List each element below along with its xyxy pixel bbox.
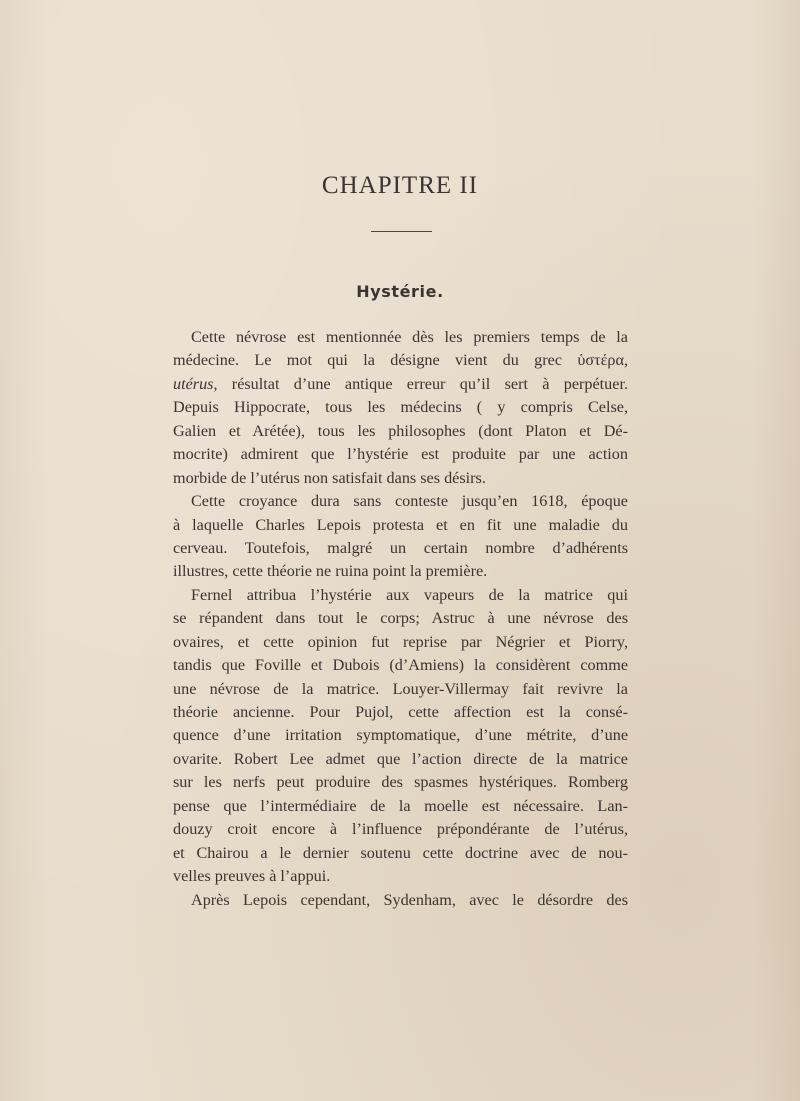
text-line: illustres, cette théorie ne ruina point la première. [173, 562, 488, 581]
text-line: médecine. Le mot qui la désigne vient du grec ὑστέρα, [173, 351, 628, 370]
text-line: tandis que Foville et Dubois (d’Amiens) la considèrent comme [173, 656, 628, 675]
text-line: ovarite. Robert Lee admet que l’action directe de la matrice [173, 749, 628, 768]
text-line: se répandent dans tout le corps; Astruc à une névrose des [173, 609, 628, 628]
text-line: théorie ancienne. Pour Pujol, cette affection est la consé- [173, 703, 628, 721]
text-line: Fernel attribua l’hystérie aux vapeurs de la matrice qui [191, 585, 628, 604]
text-line: et Chairou a le dernier soutenu cette doctrine avec de nou- [173, 843, 628, 862]
text-line: une névrose de la matrice. Louyer-Villermay fait revivre la [173, 679, 628, 698]
text-line: à laquelle Charles Lepois protesta et en fit une maladie du [173, 515, 628, 534]
text-line: pense que l’intermédiaire de la moelle est nécessaire. Lan- [173, 796, 628, 815]
text-line: quence d’une irritation symptomatique, d’une métrite, d’une [173, 726, 628, 745]
text-line: sur les nerfs peut produire des spasmes hystériques. Romberg [173, 773, 628, 792]
text-line: douzy croit encore à l’influence prépondérante de l’utérus, [173, 820, 628, 839]
text-line: morbide de l’utérus non satisfait dans ses désirs. [173, 468, 486, 487]
text-line: cerveau. Toutefois, malgré un certain nombre d’adhérents [173, 538, 628, 557]
text-line: Cette névrose est mentionnée dès les premiers temps de la [191, 328, 628, 346]
chapter-title: CHAPITRE II [321, 172, 479, 199]
text-line: velles preuves à l’appui. [173, 867, 331, 886]
text-line: Galien et Arétée), tous les philosophes (dont Platon et Dé- [173, 421, 628, 440]
body-text [173, 326, 628, 912]
text-line: Après Lepois cependant, Sydenham, avec le désordre des [191, 890, 628, 909]
section-title: Hystérie. [356, 282, 444, 301]
title-divider [371, 231, 432, 232]
text-line: utérus, résultat d’une antique erreur qu’il sert à perpétuer. [173, 374, 628, 393]
italic-word: utérus [173, 374, 214, 393]
text-line: mocrite) admirent que l’hystérie est produite par une action [173, 445, 628, 464]
text-line: ovaires, et cette opinion fut reprise par Négrier et Piorry, [173, 632, 628, 651]
text-line: Depuis Hippocrate, tous les médecins ( y compris Celse, [173, 398, 628, 417]
text-line: Cette croyance dura sans conteste jusqu’en 1618, époque [191, 492, 628, 511]
